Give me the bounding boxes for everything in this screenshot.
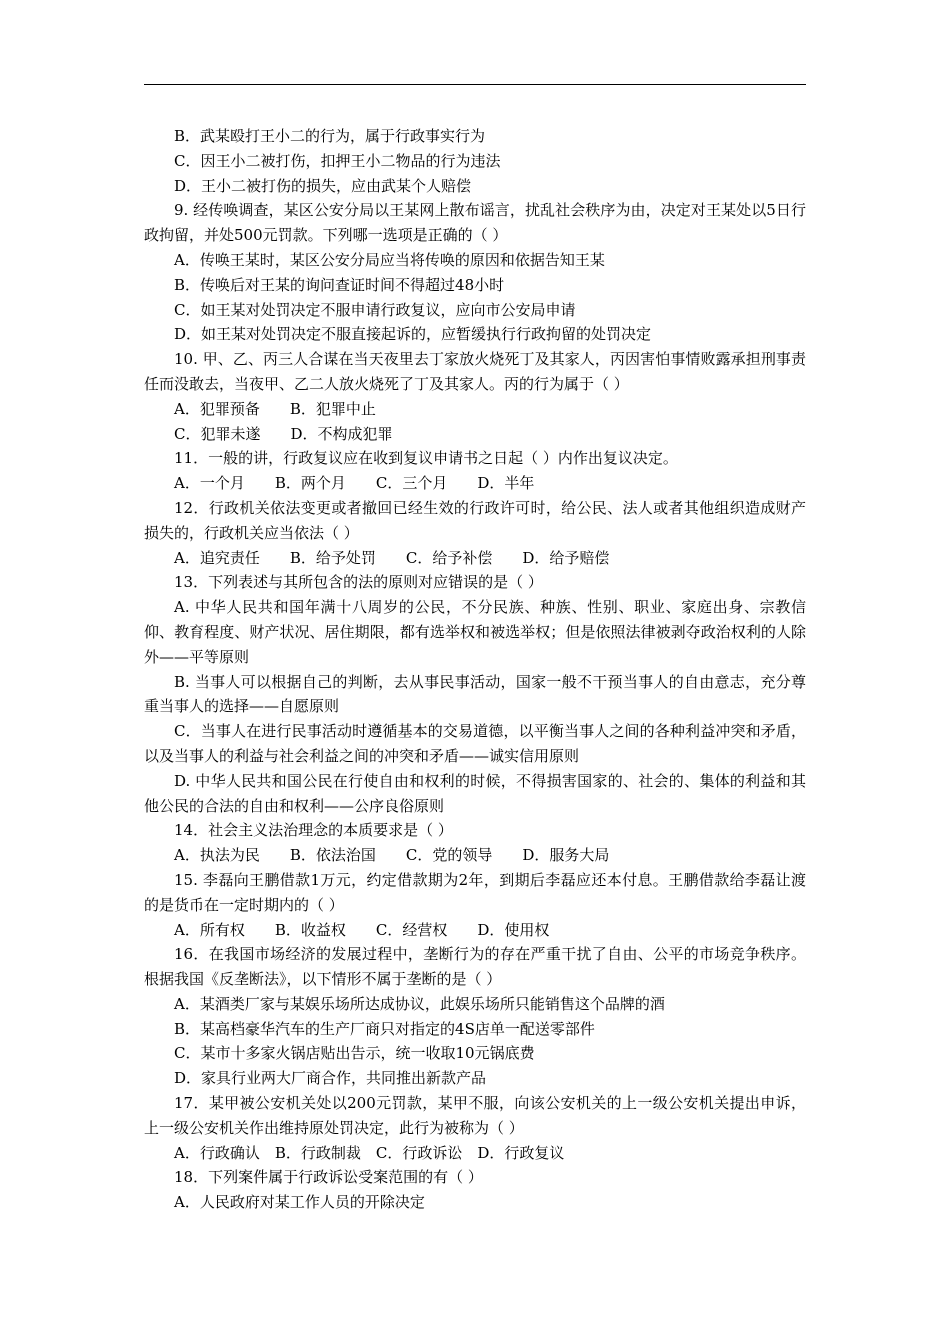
text-line: A．执法为民 B．依法治国 C．党的领导 D．服务大局 [174,846,610,865]
text-line: D．王小二被打伤的损失，应由武某个人赔偿 [174,176,472,195]
question-15: 15. 李磊向王鹏借款1万元，约定借款期为2年，到期后李磊应还本付息。王鹏借款给李磊让渡的是货币在一定时期内的（ ） [144,870,806,914]
text-line: B．传唤后对王某的询问查证时间不得超过48小时 [174,275,505,294]
text-line: A．行政确认 B．行政制裁 C．行政诉讼 D．行政复议 [174,1143,565,1162]
text-line: A．一个月 B．两个月 C．三个月 D．半年 [174,474,535,493]
text-line: D．如王某对处罚决定不服直接起诉的，应暂缓执行行政拘留的处罚决定 [174,325,652,344]
text-line: D．家具行业两大厂商合作，共同推出新款产品 [174,1069,487,1088]
header-rule [144,84,806,85]
text-line: A．某酒类厂家与某娱乐场所达成协议，此娱乐场所只能销售这个品牌的酒 [174,994,665,1013]
text-line: B．武某殴打王小二的行为，属于行政事实行为 [174,127,486,145]
text-line: D. 中华人民共和国公民在行使自由和权利的时候，不得损害国家的、社会的、集体的利益和其他公民的合法的自由和权利——公序良俗原则 [144,771,806,815]
text-line: C．当事人在进行民事活动时遵循基本的交易道德，以平衡当事人之间的各种利益冲突和矛盾，以及当事人的利益与社会利益之间的冲突和矛盾——诚实信用原则 [144,722,806,765]
text-line: A．传唤王某时，某区公安分局应当将传唤的原因和依据告知王某 [174,250,605,269]
question-11: 11．一般的讲，行政复议应在收到复议申请书之日起（ ）内作出复议决定。 [174,449,678,468]
question-14: 14．社会主义法治理念的本质要求是（ ） [174,821,453,840]
text-line: B．某高档豪华汽车的生产厂商只对指定的4S店单一配送零部件 [174,1019,595,1038]
page-content [144,124,806,1215]
text-line: B. 当事人可以根据自己的判断，去从事民事活动，国家一般不干预当事人的自由意志，充分尊重当事人的选择——自愿原则 [144,672,806,716]
text-line: C．如王某对处罚决定不服申请行政复议，应向市公安局申请 [174,300,576,319]
text-line: A．人民政府对某工作人员的开除决定 [174,1193,425,1212]
question-18: 18．下列案件属于行政诉讼受案范围的有（ ） [174,1168,483,1187]
text-line: A. 中华人民共和国年满十八周岁的公民，不分民族、种族、性别、职业、家庭出身、宗教信仰、教育程度、财产状况、居住期限，都有选举权和被选举权；但是依照法律被剥夺政治权利的人除外——平等原则 [144,598,806,666]
text-line: A．所有权 B．收益权 C．经营权 D．使用权 [174,920,550,939]
question-12: 12．行政机关依法变更或者撤回已经生效的行政许可时，给公民、法人或者其他组织造成财产损失的，行政机关应当依法（ ） [144,498,806,542]
text-line: A．犯罪预备 B．犯罪中止 [174,399,376,418]
question-16: 16．在我国市场经济的发展过程中，垄断行为的存在严重干扰了自由、公平的市场竞争秩序。根据我国《反垄断法》，以下情形不属于垄断的是（ ） [144,945,806,989]
text-line: A．追究责任 B．给予处罚 C．给予补偿 D．给予赔偿 [174,548,610,567]
text-line: C．犯罪未遂 D．不构成犯罪 [174,424,393,443]
question-13: 13．下列表述与其所包含的法的原则对应错误的是（ ） [174,573,543,592]
question-17: 17．某甲被公安机关处以200元罚款，某甲不服，向该公安机关的上一级公安机关提出申诉，上一级公安机关作出维持原处罚决定，此行为被称为（ ） [144,1094,806,1137]
text-line: C．因王小二被打伤，扣押王小二物品的行为违法 [174,151,501,170]
question-10: 10. 甲、乙、丙三人合谋在当天夜里去丁家放火烧死丁及其家人，丙因害怕事情败露承担刑事责任而没敢去，当夜甲、乙二人放火烧死了丁及其家人。丙的行为属于（ ） [144,350,806,393]
text-line: C．某市十多家火锅店贴出告示，统一收取10元锅底费 [174,1044,535,1063]
question-9: 9. 经传唤调查，某区公安分局以王某网上散布谣言，扰乱社会秩序为由，决定对王某处以5日行政拘留，并处500元罚款。下列哪一选项是正确的（ ） [144,201,806,245]
